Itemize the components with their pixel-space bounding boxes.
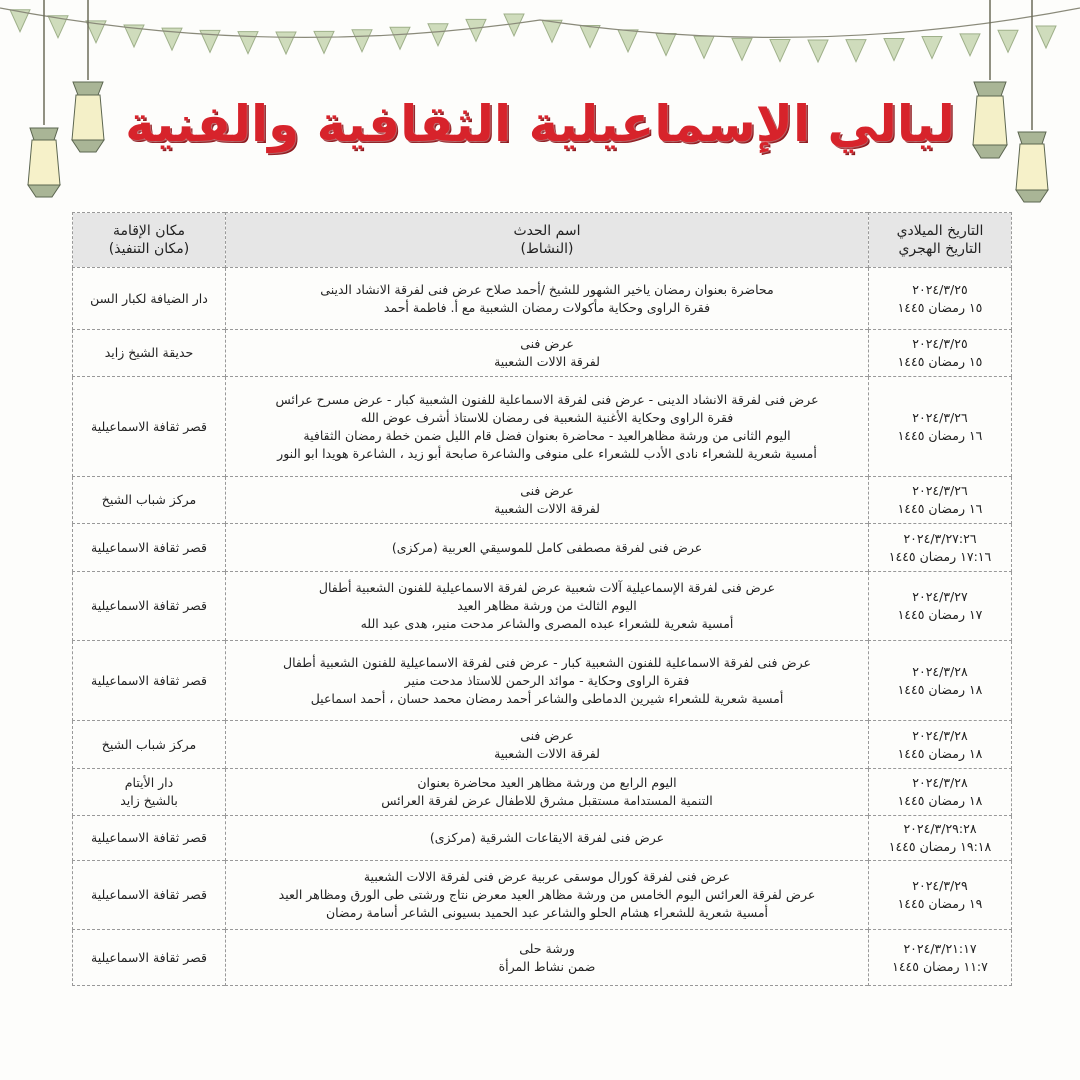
row-event-line: ورشة حلى bbox=[519, 940, 575, 956]
bunting-flag bbox=[618, 30, 638, 52]
row-venue bbox=[73, 477, 226, 524]
row-venue-line: مركز شباب الشيخ bbox=[101, 736, 197, 752]
row-date-gregorian: ٢٠٢٤/٣/٢٧ bbox=[912, 589, 968, 604]
row-event-line: عرض فنى لفرقة الإسماعيلية آلات شعبية عرض لفرقة الاسماعيلية للفنون الشعبية أطفال bbox=[318, 580, 776, 595]
table-row bbox=[73, 721, 1012, 769]
row-date-hijri: ١٥ رمضان ١٤٤٥ bbox=[897, 354, 983, 369]
row-event-line: أمسية شعرية للشعراء عبده المصرى والشاعر مدحت منير، هدى عبد الله bbox=[360, 616, 734, 631]
row-venue-line: قصر ثقافة الاسماعيلية bbox=[91, 418, 207, 434]
row-date-gregorian: ٢٠٢٤/٣/٢٩:٢٨ bbox=[903, 821, 977, 836]
header-date-hijri: التاريخ الهجري bbox=[898, 241, 982, 257]
bunting-decoration bbox=[0, 0, 1080, 80]
bunting-flag bbox=[656, 33, 676, 55]
row-date-gregorian: ٢٠٢٤/٣/٢٥ bbox=[912, 281, 968, 297]
bunting-flag bbox=[466, 19, 486, 41]
row-event bbox=[226, 721, 869, 769]
bunting-flag bbox=[542, 20, 562, 42]
row-date bbox=[869, 930, 1012, 986]
row-venue-line: دار الضيافة لكبار السن bbox=[90, 290, 208, 306]
row-date bbox=[869, 721, 1012, 769]
row-venue bbox=[73, 524, 226, 572]
row-venue bbox=[73, 572, 226, 641]
row-venue-line: حديقة الشيخ زايد bbox=[104, 345, 194, 360]
row-event-line: عرض فنى bbox=[520, 483, 574, 498]
bunting-flag bbox=[352, 30, 372, 52]
row-venue bbox=[73, 721, 226, 769]
row-date bbox=[869, 861, 1012, 930]
row-date bbox=[869, 268, 1012, 330]
row-date-gregorian: ٢٠٢٤/٣/٢٨ bbox=[912, 663, 968, 679]
row-event-line: ضمن نشاط المرأة bbox=[498, 958, 596, 974]
schedule-table bbox=[72, 212, 1012, 986]
row-event-line: عرض فنى لفرقة الايقاعات الشرقية (مركزى) bbox=[429, 830, 665, 845]
bunting-flag bbox=[922, 37, 942, 59]
row-venue-line: قصر ثقافة الاسماعيلية bbox=[91, 887, 207, 902]
row-venue-line: دار الأيتام bbox=[124, 775, 174, 790]
row-date-hijri: ١٧ رمضان ١٤٤٥ bbox=[897, 607, 983, 622]
row-event-line: فقرة الراوى وحكاية مأكولات رمضان الشعبية مع أ. فاطمة أحمد bbox=[383, 299, 711, 315]
row-date-hijri: ١٨ رمضان ١٤٤٥ bbox=[897, 681, 983, 697]
row-event bbox=[226, 769, 869, 816]
row-date bbox=[869, 769, 1012, 816]
row-event-line: أمسية شعرية للشعراء شيرين الدماطى والشاعر أحمد رمضان محمد حسان ، أحمد اسماعيل bbox=[310, 690, 784, 706]
row-event bbox=[226, 524, 869, 572]
row-event bbox=[226, 930, 869, 986]
row-venue-line: قصر ثقافة الاسماعيلية bbox=[91, 949, 207, 965]
row-venue-line: قصر ثقافة الاسماعيلية bbox=[91, 539, 207, 555]
row-event bbox=[226, 268, 869, 330]
table-row bbox=[73, 861, 1012, 930]
row-event-line: محاضرة بعنوان رمضان ياخير الشهور للشيخ /أحمد صلاح عرض فنى لفرقة الانشاد الدينى bbox=[320, 281, 774, 297]
row-date-hijri: ١٨ رمضان ١٤٤٥ bbox=[897, 745, 983, 761]
row-event-line: عرض لفرقة العرائس اليوم الخامس من ورشة مظاهر العيد معرض نتاج ورشتى طى الورق ومظاهر العيد bbox=[278, 887, 816, 902]
row-venue bbox=[73, 377, 226, 477]
row-venue bbox=[73, 930, 226, 986]
row-event-line: فقرة الراوى وحكاية الأغنية الشعبية فى رمضان للاستاذ أشرف عوض الله bbox=[360, 409, 734, 425]
row-event bbox=[226, 861, 869, 930]
row-event-line: عرض فنى لفرقة مصطفى كامل للموسيقي العربية (مركزى) bbox=[391, 539, 703, 555]
row-event-line: فقرة الراوى وحكاية - موائد الرحمن للاستاذ مدحت منير bbox=[404, 672, 690, 688]
row-venue-line: قصر ثقافة الاسماعيلية bbox=[91, 672, 207, 688]
header-event-name: اسم الحدث bbox=[513, 223, 581, 239]
table-row bbox=[73, 377, 1012, 477]
table-row bbox=[73, 524, 1012, 572]
page-title: ليالي الإسماعيلية الثقافية والفنية bbox=[125, 95, 955, 153]
row-event-line: عرض فنى لفرقة كورال موسقى عربية عرض فنى لفرقة الالات الشعبية bbox=[363, 869, 731, 884]
header-date bbox=[869, 213, 1012, 268]
row-date-gregorian: ٢٠٢٤/٣/٢٥ bbox=[912, 336, 968, 351]
row-date bbox=[869, 816, 1012, 861]
bunting-flag bbox=[580, 25, 600, 47]
row-venue-line: قصر ثقافة الاسماعيلية bbox=[91, 830, 207, 845]
row-event bbox=[226, 641, 869, 721]
bunting-flag bbox=[238, 32, 258, 54]
row-venue bbox=[73, 330, 226, 377]
row-event-line: اليوم الرابع من ورشة مظاهر العيد محاضرة بعنوان bbox=[417, 775, 677, 790]
row-venue bbox=[73, 861, 226, 930]
row-date-hijri: ١٦ رمضان ١٤٤٥ bbox=[897, 501, 983, 516]
bunting-flag bbox=[770, 40, 790, 62]
bunting-flag bbox=[732, 38, 752, 60]
row-date-gregorian: ٢٠٢٤/٣/٢٩ bbox=[912, 878, 968, 893]
row-venue-line: مركز شباب الشيخ bbox=[101, 492, 197, 507]
row-event-line: التنمية المستدامة مستقبل مشرق للاطفال عرض لفرقة العرائس bbox=[381, 793, 713, 808]
table-row bbox=[73, 641, 1012, 721]
row-date-gregorian: ٢٠٢٤/٣/٢١:١٧ bbox=[903, 940, 977, 956]
row-event-line: عرض فنى bbox=[520, 727, 574, 743]
row-event-line: أمسية شعرية للشعراء هشام الحلو والشاعر عبد الحميد بسيونى الشاعر أسامة رمضان bbox=[325, 905, 769, 920]
row-date-gregorian: ٢٠٢٤/٣/٢٨ bbox=[912, 775, 968, 790]
row-venue bbox=[73, 641, 226, 721]
table-row bbox=[73, 268, 1012, 330]
row-date bbox=[869, 330, 1012, 377]
table-body bbox=[73, 268, 1012, 986]
bunting-flag bbox=[276, 32, 296, 54]
row-event-line: اليوم الثانى من ورشة مظاهرالعيد - محاضرة بعنوان فضل قام الليل ضمن خطة رمضان الثقافية bbox=[303, 427, 791, 443]
row-date bbox=[869, 524, 1012, 572]
row-date-hijri: ١٩ رمضان ١٤٤٥ bbox=[897, 896, 983, 911]
table-row bbox=[73, 477, 1012, 524]
row-event-line: أمسية شعرية للشعراء نادى الأدب للشعراء على منوفى والشاعرة صابحة أبو زيد ، الشاعرة هويدا ابو النور bbox=[277, 445, 817, 461]
row-date-gregorian: ٢٠٢٤/٣/٢٦ bbox=[912, 409, 968, 425]
row-date-hijri: ١٥ رمضان ١٤٤٥ bbox=[897, 299, 983, 315]
row-event-line: لفرقة الالات الشعبية bbox=[494, 745, 600, 761]
header-event-activity: (النشاط) bbox=[520, 241, 574, 257]
table-row bbox=[73, 330, 1012, 377]
row-date bbox=[869, 572, 1012, 641]
header-venue bbox=[73, 213, 226, 268]
row-event-line: لفرقة الالات الشعبية bbox=[494, 354, 600, 369]
row-date-gregorian: ٢٠٢٤/٣/٢٧:٢٦ bbox=[903, 530, 977, 546]
bunting-flag bbox=[390, 27, 410, 49]
row-event-line: عرض فنى لفرقة الاسماعلية للفنون الشعبية كبار - عرض فنى لفرقة الاسماعيلية للفنون الشعبية أطفال bbox=[283, 654, 811, 670]
header-event bbox=[226, 213, 869, 268]
bunting-flag bbox=[846, 40, 866, 62]
row-event bbox=[226, 477, 869, 524]
row-event-line: لفرقة الالات الشعبية bbox=[494, 501, 600, 516]
bunting-flag bbox=[808, 40, 828, 62]
row-date bbox=[869, 377, 1012, 477]
row-event bbox=[226, 377, 869, 477]
row-event bbox=[226, 330, 869, 377]
bunting-flag bbox=[314, 31, 334, 53]
table-header-row bbox=[73, 213, 1012, 268]
row-date-gregorian: ٢٠٢٤/٣/٢٨ bbox=[912, 727, 968, 743]
bunting-flag bbox=[694, 36, 714, 58]
row-event bbox=[226, 572, 869, 641]
bunting-flag bbox=[428, 24, 448, 46]
schedule-table-wrap bbox=[72, 212, 1012, 986]
table-row bbox=[73, 769, 1012, 816]
row-event-line: اليوم الثالث من ورشة مظاهر العيد bbox=[457, 598, 637, 613]
row-date-hijri: ١٧:١٦ رمضان ١٤٤٥ bbox=[888, 548, 992, 564]
row-venue-line: قصر ثقافة الاسماعيلية bbox=[91, 598, 207, 613]
row-date-gregorian: ٢٠٢٤/٣/٢٦ bbox=[912, 483, 968, 498]
row-venue-line: بالشيخ زايد bbox=[120, 793, 178, 808]
row-date-hijri: ١٨ رمضان ١٤٤٥ bbox=[897, 793, 983, 808]
row-date-hijri: ١١:٧ رمضان ١٤٤٥ bbox=[892, 958, 988, 974]
bunting-flag bbox=[884, 38, 904, 60]
row-event-line: عرض فنى bbox=[520, 336, 574, 351]
row-date-hijri: ١٦ رمضان ١٤٤٥ bbox=[897, 427, 983, 443]
header-venue-place: مكان الإقامة bbox=[112, 223, 186, 239]
row-venue bbox=[73, 816, 226, 861]
row-venue bbox=[73, 268, 226, 330]
table-row bbox=[73, 572, 1012, 641]
table-row bbox=[73, 816, 1012, 861]
row-venue bbox=[73, 769, 226, 816]
row-event-line: عرض فنى لفرقة الانشاد الدينى - عرض فنى لفرقة الاسماعلية للفنون الشعبية كبار - عرض مسرح عرائس bbox=[275, 391, 819, 407]
table-row bbox=[73, 930, 1012, 986]
header-date-gregorian: التاريخ الميلادي bbox=[896, 223, 984, 239]
row-date bbox=[869, 477, 1012, 524]
row-date bbox=[869, 641, 1012, 721]
row-date-hijri: ١٩:١٨ رمضان ١٤٤٥ bbox=[888, 839, 992, 854]
row-event bbox=[226, 816, 869, 861]
header-venue-execution: (مكان التنفيذ) bbox=[108, 241, 190, 257]
